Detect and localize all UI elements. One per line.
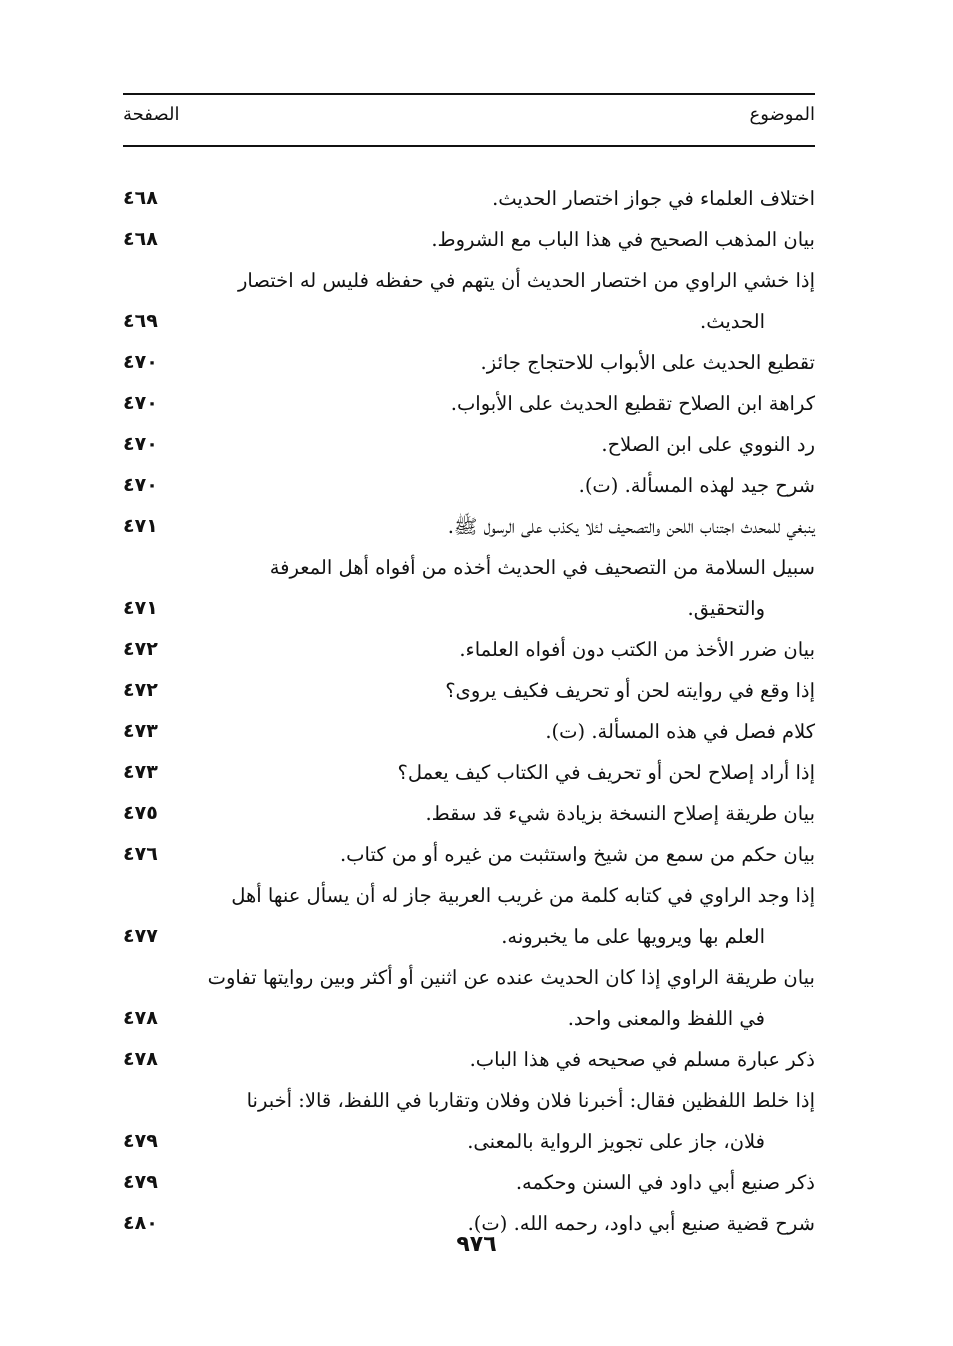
entry-page-number: ٤٧٦ (123, 843, 158, 865)
entry-topic-text: إذا وجد الراوي في كتابه كلمة من غريب العربية جاز له أن يسأل عنها أهل (231, 884, 815, 907)
entry-topic (181, 1039, 815, 1080)
index-entry (123, 711, 815, 752)
index-entry (123, 629, 815, 670)
entry-topic-text: تقطيع الحديث على الأبواب للاحتجاج جائز. (480, 351, 815, 374)
entry-topic-text: كلام فصل في هذه المسألة. (ت). (545, 720, 815, 743)
index-entry (123, 424, 815, 465)
index-entry (123, 1080, 815, 1162)
entry-topic-text: بيان المذهب الصحيح في هذا الباب مع الشروط. (431, 228, 815, 251)
entry-topic-text: ذكر عبارة مسلم في صحيحه في هذا الباب. (469, 1048, 815, 1071)
index-entry (123, 1039, 815, 1080)
entry-page-number: ٤٧٥ (123, 802, 158, 824)
entry-topic-continuation: في اللفظ والمعنى واحد. (567, 1007, 765, 1030)
index-entry (123, 383, 815, 424)
entry-topic-text: بيان حكم من سمع من شيخ واستثبت من غيره أو من كتاب. (339, 843, 815, 866)
index-entry (123, 875, 815, 957)
entry-topic-continuation: الحديث. (700, 310, 765, 333)
index-entry (123, 752, 815, 793)
index-entry (123, 260, 815, 342)
entry-topic-text: سبيل السلامة من التصحيف في الحديث أخذه من أفواه أهل المعرفة (269, 556, 815, 579)
entry-page-number: ٤٧٨ (123, 1048, 158, 1070)
entry-page-number: ٤٧٧ (123, 925, 158, 947)
entry-page-number: ٤٧٠ (123, 392, 158, 414)
index-entry (123, 219, 815, 260)
entry-topic-text: بيان طريقة إصلاح النسخة بزيادة شيء قد سقط. (425, 802, 815, 825)
entry-topic-text: ينبغي للمحدث اجتناب اللحن والتصحيف لئلا يكذب على الرسول ﷺ. (447, 515, 815, 538)
header-top-rule (123, 93, 815, 95)
entry-page-number: ٤٧٠ (123, 351, 158, 373)
entry-page-number: ٤٧٨ (123, 1007, 158, 1029)
entry-topic-continuation: العلم بها ويرويها على ما يخبرونه. (501, 925, 765, 948)
index-entry (123, 547, 815, 629)
index-entry (123, 834, 815, 875)
entry-page-number: ٤٦٩ (123, 310, 158, 332)
entry-topic-text: شرح قضية صنيع أبي داود، رحمه الله. (ت). (467, 1212, 815, 1235)
index-entry (123, 465, 815, 506)
entry-topic-continuation: فلان، جاز على تجويز الرواية بالمعنى. (467, 1130, 765, 1153)
entry-topic (181, 752, 815, 793)
entry-topic-text: ذكر صنيع أبي داود في السنن وحكمه. (515, 1171, 815, 1194)
entry-topic (181, 260, 815, 342)
entry-page-number: ٤٧٩ (123, 1130, 158, 1152)
entry-topic (181, 219, 815, 260)
topic-column-label: الموضوع (749, 104, 815, 125)
index-entry (123, 1162, 815, 1203)
entry-topic (181, 383, 815, 424)
entry-topic (181, 711, 815, 752)
entry-topic (181, 506, 815, 547)
index-entries (123, 178, 815, 1244)
entry-topic (181, 424, 815, 465)
entry-topic (181, 342, 815, 383)
page-column-label: الصفحة (123, 104, 180, 125)
entry-topic-text: كراهة ابن الصلاح تقطيع الحديث على الأبواب. (450, 392, 815, 415)
index-entry (123, 793, 815, 834)
entry-page-number: ٤٧٠ (123, 433, 158, 455)
entry-topic (181, 670, 815, 711)
index-entry (123, 178, 815, 219)
entry-topic-text: إذا أراد إصلاح لحن أو تحريف في الكتاب كيف يعمل؟ (397, 761, 815, 784)
index-entry (123, 342, 815, 383)
entry-topic (181, 1162, 815, 1203)
entry-topic-text: رد النووي على ابن الصلاح. (601, 433, 815, 456)
entry-topic-text: إذا خلط اللفظين فقال: أخبرنا فلان وفلان وتقاربا في اللفظ، قالا: أخبرنا (246, 1089, 815, 1112)
entry-topic (181, 793, 815, 834)
entry-page-number: ٤٧٣ (123, 761, 158, 783)
entry-topic (181, 875, 815, 957)
entry-page-number: ٤٧٣ (123, 720, 158, 742)
entry-topic (181, 629, 815, 670)
entry-topic (181, 178, 815, 219)
entry-page-number: ٤٨٠ (123, 1212, 158, 1234)
entry-page-number: ٤٦٨ (123, 187, 158, 209)
entry-topic (181, 1080, 815, 1162)
entry-page-number: ٤٦٨ (123, 228, 158, 250)
entry-topic (181, 465, 815, 506)
entry-topic-continuation: والتحقيق. (687, 597, 765, 620)
entry-topic (181, 957, 815, 1039)
entry-page-number: ٤٧٠ (123, 474, 158, 496)
entry-topic-text: بيان ضرر الأخذ من الكتب دون أفواه العلماء. (459, 638, 815, 661)
entry-page-number: ٤٧٩ (123, 1171, 158, 1193)
index-entry (123, 506, 815, 547)
table-header (123, 104, 815, 136)
entry-topic-text: اختلاف العلماء في جواز اختصار الحديث. (492, 187, 815, 210)
entry-topic (181, 834, 815, 875)
entry-page-number: ٤٧١ (123, 597, 158, 619)
index-entry (123, 670, 815, 711)
entry-page-number: ٤٧١ (123, 515, 158, 537)
header-bottom-rule (123, 145, 815, 147)
entry-topic-text: شرح جيد لهذه المسألة. (ت). (578, 474, 815, 497)
entry-topic (181, 547, 815, 629)
index-entry (123, 957, 815, 1039)
entry-topic-text: إذا وقع في روايته لحن أو تحريف فكيف يروى؟ (445, 679, 815, 702)
entry-page-number: ٤٧٢ (123, 638, 158, 660)
page-number: ٩٧٦ (456, 1232, 497, 1257)
entry-page-number: ٤٧٢ (123, 679, 158, 701)
entry-topic-text: إذا خشي الراوي من اختصار الحديث أن يتهم في حفظه فليس له اختصار (238, 269, 815, 292)
entry-topic-text: بيان طريقة الراوي إذا كان الحديث عنده عن اثنين أو أكثر وبين روايتها تفاوت (207, 966, 815, 989)
